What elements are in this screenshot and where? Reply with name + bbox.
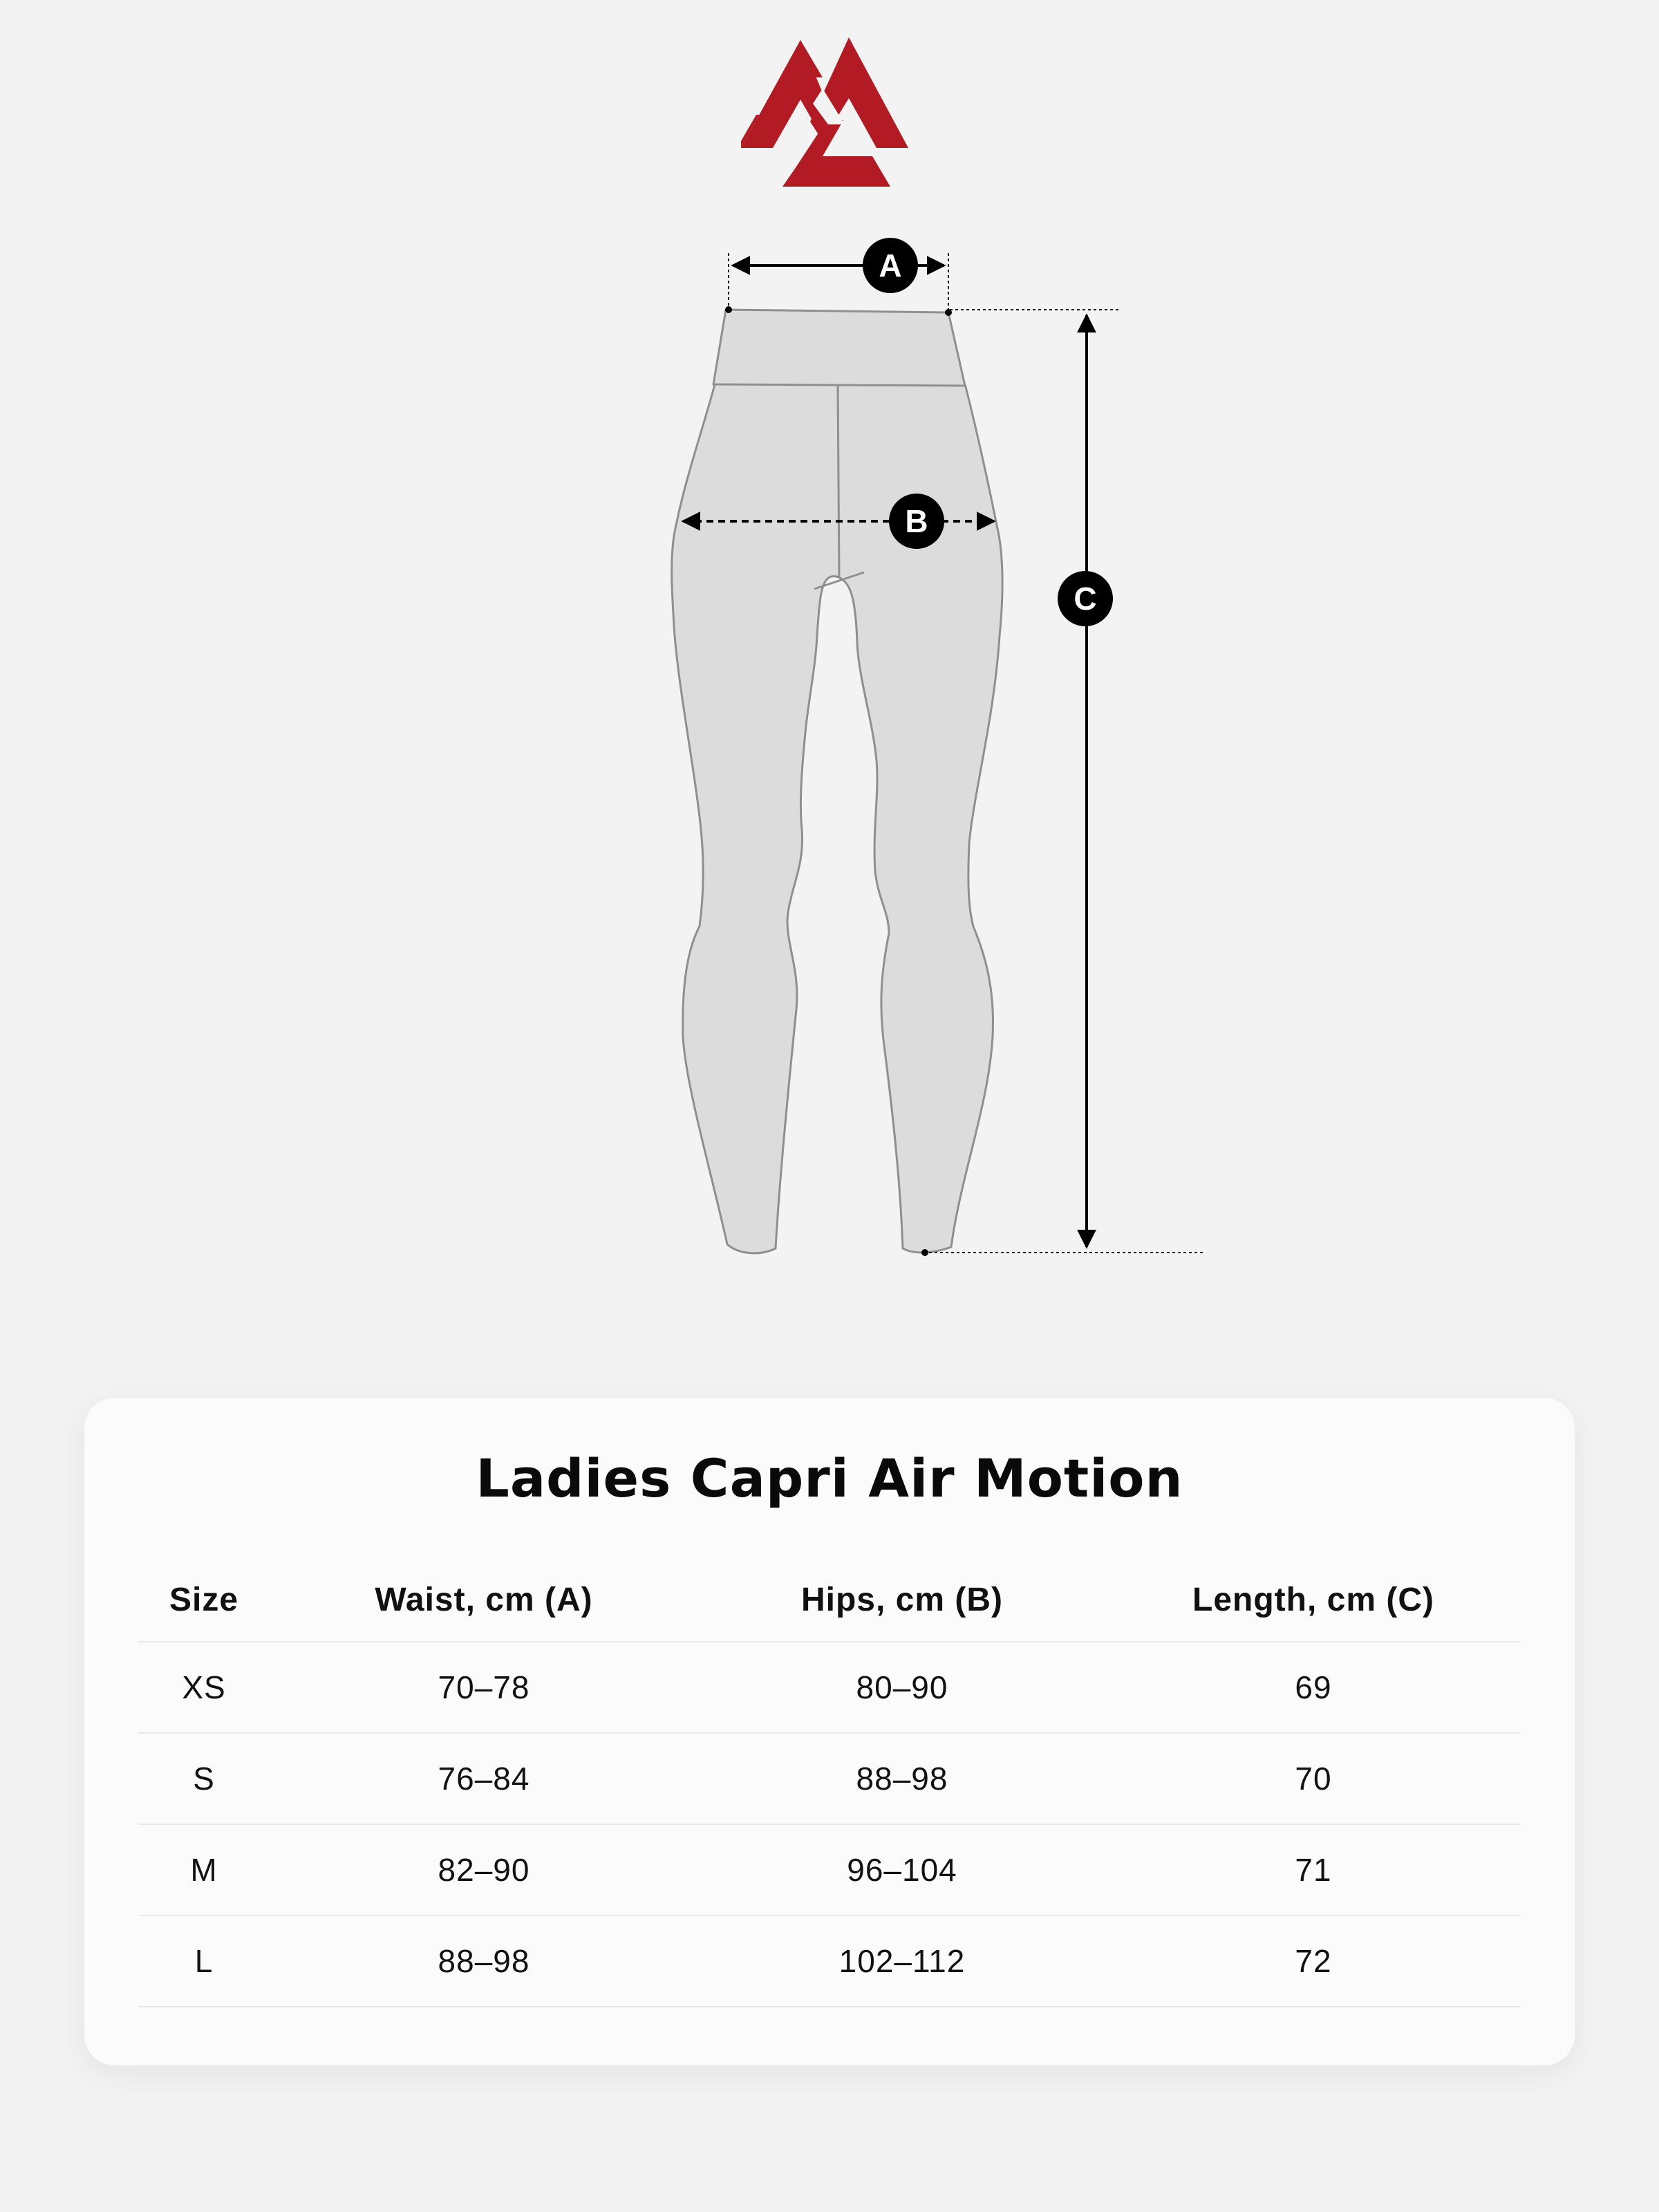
header-size: Size	[138, 1558, 270, 1642]
cell-hips: 102–112	[698, 1915, 1106, 2007]
cell-waist: 82–90	[270, 1824, 698, 1915]
cell-size: S	[138, 1733, 270, 1824]
size-chart-table	[138, 1558, 1521, 2007]
header-length: Length, cm (C)	[1106, 1558, 1521, 1642]
cell-size: M	[138, 1824, 270, 1915]
table-row	[138, 1733, 1521, 1824]
cell-hips: 80–90	[698, 1642, 1106, 1733]
cell-size: XS	[138, 1642, 270, 1733]
size-chart-title: Ladies Capri Air Motion	[476, 1447, 1183, 1509]
table-header-row	[138, 1558, 1521, 1642]
marker-a-label: A	[879, 247, 902, 283]
cell-length: 69	[1106, 1642, 1521, 1733]
header-hips: Hips, cm (B)	[698, 1558, 1106, 1642]
table-row	[138, 1915, 1521, 2007]
table-row	[138, 1642, 1521, 1733]
waist-measurement-a	[725, 238, 952, 316]
leggings-illustration	[672, 310, 1002, 1253]
marker-c-label: C	[1074, 581, 1097, 617]
table-row	[138, 1824, 1521, 1915]
marker-b-label: B	[905, 503, 928, 539]
cell-waist: 70–78	[270, 1642, 698, 1733]
cell-waist: 88–98	[270, 1915, 698, 2007]
header-waist: Waist, cm (A)	[270, 1558, 698, 1642]
cell-hips: 88–98	[698, 1733, 1106, 1824]
cell-hips: 96–104	[698, 1824, 1106, 1915]
size-chart-card	[84, 1398, 1575, 2065]
cell-size: L	[138, 1915, 270, 2007]
cell-length: 71	[1106, 1824, 1521, 1915]
cell-length: 72	[1106, 1915, 1521, 2007]
cell-length: 70	[1106, 1733, 1521, 1824]
cell-waist: 76–84	[270, 1733, 698, 1824]
